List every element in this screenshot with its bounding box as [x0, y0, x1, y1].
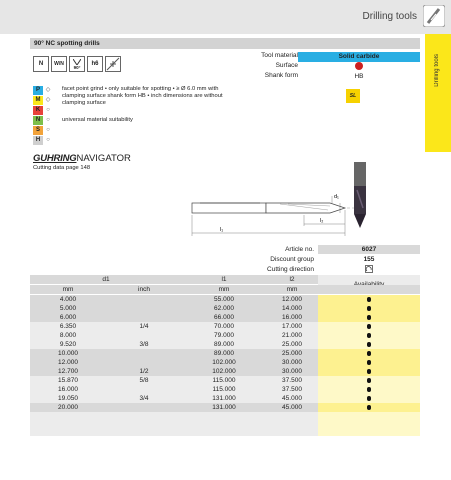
l1-cell: 131.000: [182, 394, 266, 403]
article-table: [30, 245, 420, 436]
d1-inch-cell: [106, 403, 182, 412]
available-dot-icon: [367, 324, 372, 329]
navigator-brand: GUHRING: [33, 153, 77, 164]
availability-cell: [318, 340, 420, 349]
table-row[interactable]: [30, 331, 420, 340]
col-l2: l2: [289, 276, 295, 283]
table-row[interactable]: [30, 376, 420, 385]
d1-label: d₁: [334, 194, 339, 200]
article-label: Article no.: [285, 246, 314, 253]
l2-cell: 12.000: [266, 295, 318, 304]
col-d1-inch: inch: [138, 286, 150, 293]
availability-cell: [318, 403, 420, 412]
l1-cell: 66.000: [182, 313, 266, 322]
availability-cell: [318, 313, 420, 322]
d1-mm-cell: 15.870: [30, 376, 106, 385]
availability-cell: [318, 304, 420, 313]
d1-mm-cell: 12.700: [30, 367, 106, 376]
side-tab-label: Drilling tools: [434, 54, 440, 87]
standard-icon: W/N: [51, 56, 67, 72]
header-bar: [0, 0, 451, 34]
material-row-p: P ◇: [33, 86, 53, 96]
shank-form-label: Shank form: [264, 72, 298, 79]
availability-cell: [318, 331, 420, 340]
material-row-s: S ○: [33, 126, 53, 136]
availability-cell: [318, 358, 420, 367]
l2-cell: 25.000: [266, 349, 318, 358]
l2-cell: 45.000: [266, 403, 318, 412]
d1-inch-cell: [106, 385, 182, 394]
table-row[interactable]: [30, 394, 420, 403]
l2-cell: 30.000: [266, 367, 318, 376]
l1-cell: 131.000: [182, 403, 266, 412]
direction-value: [318, 265, 420, 274]
table-body: [30, 295, 420, 412]
availability-cell: [318, 394, 420, 403]
table-row[interactable]: [30, 295, 420, 304]
d1-inch-cell: [106, 349, 182, 358]
drill-logo-icon: [423, 5, 445, 27]
d1-mm-cell: 5.000: [30, 304, 106, 313]
l2-cell: 37.500: [266, 376, 318, 385]
type-n-icon: N: [33, 56, 49, 72]
d1-mm-cell: 10.000: [30, 349, 106, 358]
availability-cell: [318, 367, 420, 376]
material-note: universal material suitability: [62, 117, 133, 123]
d1-inch-cell: [106, 304, 182, 313]
l1-cell: 89.000: [182, 349, 266, 358]
l1-cell: 79.000: [182, 331, 266, 340]
table-row[interactable]: [30, 313, 420, 322]
navigator-product: NAVIGATOR: [76, 153, 131, 164]
drill-photo-icon: [338, 160, 388, 230]
available-dot-icon: [367, 306, 372, 311]
l2-cell: 21.000: [266, 331, 318, 340]
l2-cell: 17.000: [266, 322, 318, 331]
no-coolant-icon: [105, 56, 121, 72]
available-dot-icon: [367, 333, 372, 338]
d1-inch-cell: 1/4: [106, 322, 182, 331]
surface-label: Surface: [275, 62, 298, 69]
table-row[interactable]: [30, 340, 420, 349]
d1-mm-cell: 12.000: [30, 358, 106, 367]
table-row[interactable]: [30, 322, 420, 331]
table-row[interactable]: [30, 385, 420, 394]
cutting-direction-icon: [365, 265, 373, 273]
available-dot-icon: [367, 351, 372, 356]
table-row[interactable]: [30, 304, 420, 313]
l1-cell: 89.000: [182, 340, 266, 349]
d1-inch-cell: 5/8: [106, 376, 182, 385]
surface-value: [298, 62, 420, 72]
available-dot-icon: [367, 342, 372, 347]
col-l1-mm: mm: [218, 286, 230, 293]
direction-label: Cutting direction: [267, 266, 314, 273]
cutting-data-link[interactable]: Cutting data page 148: [33, 165, 91, 171]
material-suitability: [33, 86, 53, 146]
col-l2-mm: mm: [286, 286, 298, 293]
tolerance-icon: h6: [87, 56, 103, 72]
side-tab[interactable]: [425, 34, 451, 152]
table-row[interactable]: [30, 349, 420, 358]
col-d1-mm: mm: [62, 286, 74, 293]
col-d1: d1: [102, 276, 110, 283]
table-filler: [30, 412, 420, 436]
l1-cell: 115.000: [182, 385, 266, 394]
l2-cell: 45.000: [266, 394, 318, 403]
tool-material-value: Solid carbide: [298, 52, 420, 62]
d1-inch-cell: [106, 313, 182, 322]
discount-label: Discount group: [270, 256, 314, 263]
d1-mm-cell: 6.000: [30, 313, 106, 322]
tool-material-label: Tool material: [261, 52, 298, 59]
l2-cell: 37.500: [266, 385, 318, 394]
l1-label: l₁: [220, 227, 224, 233]
d1-mm-cell: 20.000: [30, 403, 106, 412]
product-description: facet point grind • only suitable for spotting • ≥ Ø 6.0 mm with clamping surface shank form HB • inch dimensions are without clamping surface: [62, 86, 223, 106]
d1-inch-cell: [106, 331, 182, 340]
d1-mm-cell: 19.050: [30, 394, 106, 403]
availability-cell: [318, 349, 420, 358]
available-dot-icon: [367, 396, 372, 401]
d1-inch-cell: 3/4: [106, 394, 182, 403]
l1-cell: 70.000: [182, 322, 266, 331]
badge-row: [33, 56, 121, 72]
available-dot-icon: [367, 297, 372, 302]
available-dot-icon: [367, 405, 372, 410]
shank-form-value: HB: [354, 73, 364, 80]
d1-mm-cell: 6.350: [30, 322, 106, 331]
spec-block: [232, 52, 420, 82]
table-row[interactable]: [30, 367, 420, 376]
available-dot-icon: [367, 360, 372, 365]
availability-cell: [318, 376, 420, 385]
l2-cell: 30.000: [266, 358, 318, 367]
l2-label: l₂: [320, 218, 324, 224]
available-dot-icon: [367, 378, 372, 383]
l2-cell: 25.000: [266, 340, 318, 349]
article-value: 6027: [318, 245, 420, 254]
navigator-logo[interactable]: [33, 153, 131, 164]
d1-inch-cell: 3/8: [106, 340, 182, 349]
discount-value: 155: [363, 256, 375, 263]
table-row[interactable]: [30, 358, 420, 367]
d1-mm-cell: 4.000: [30, 295, 106, 304]
d1-mm-cell: 9.520: [30, 340, 106, 349]
d1-mm-cell: 8.000: [30, 331, 106, 340]
available-dot-icon: [367, 369, 372, 374]
material-row-m: M ◇: [33, 96, 53, 106]
section-title: 90° NC spotting drills: [30, 38, 420, 49]
l2-cell: 14.000: [266, 304, 318, 313]
col-l1: l1: [221, 276, 227, 283]
availability-cell: [318, 295, 420, 304]
surface-coating-icon: [355, 62, 363, 70]
d1-inch-cell: [106, 358, 182, 367]
availability-cell: [318, 385, 420, 394]
available-dot-icon: [367, 315, 372, 320]
d1-mm-cell: 16.000: [30, 385, 106, 394]
available-dot-icon: [367, 387, 372, 392]
availability-cell: [318, 322, 420, 331]
material-row-k: K ○: [33, 106, 53, 116]
sl-badge: SL: [346, 89, 360, 103]
table-row[interactable]: [30, 403, 420, 412]
d1-inch-cell: [106, 295, 182, 304]
l1-cell: 55.000: [182, 295, 266, 304]
l1-cell: 102.000: [182, 367, 266, 376]
l1-cell: 62.000: [182, 304, 266, 313]
d1-inch-cell: 1/2: [106, 367, 182, 376]
point-angle-icon: 90°: [69, 56, 85, 72]
l2-cell: 16.000: [266, 313, 318, 322]
page-title: Drilling tools: [362, 11, 417, 22]
material-row-n: N ○: [33, 116, 53, 126]
l1-cell: 102.000: [182, 358, 266, 367]
material-row-h: H ○: [33, 136, 53, 146]
l1-cell: 115.000: [182, 376, 266, 385]
